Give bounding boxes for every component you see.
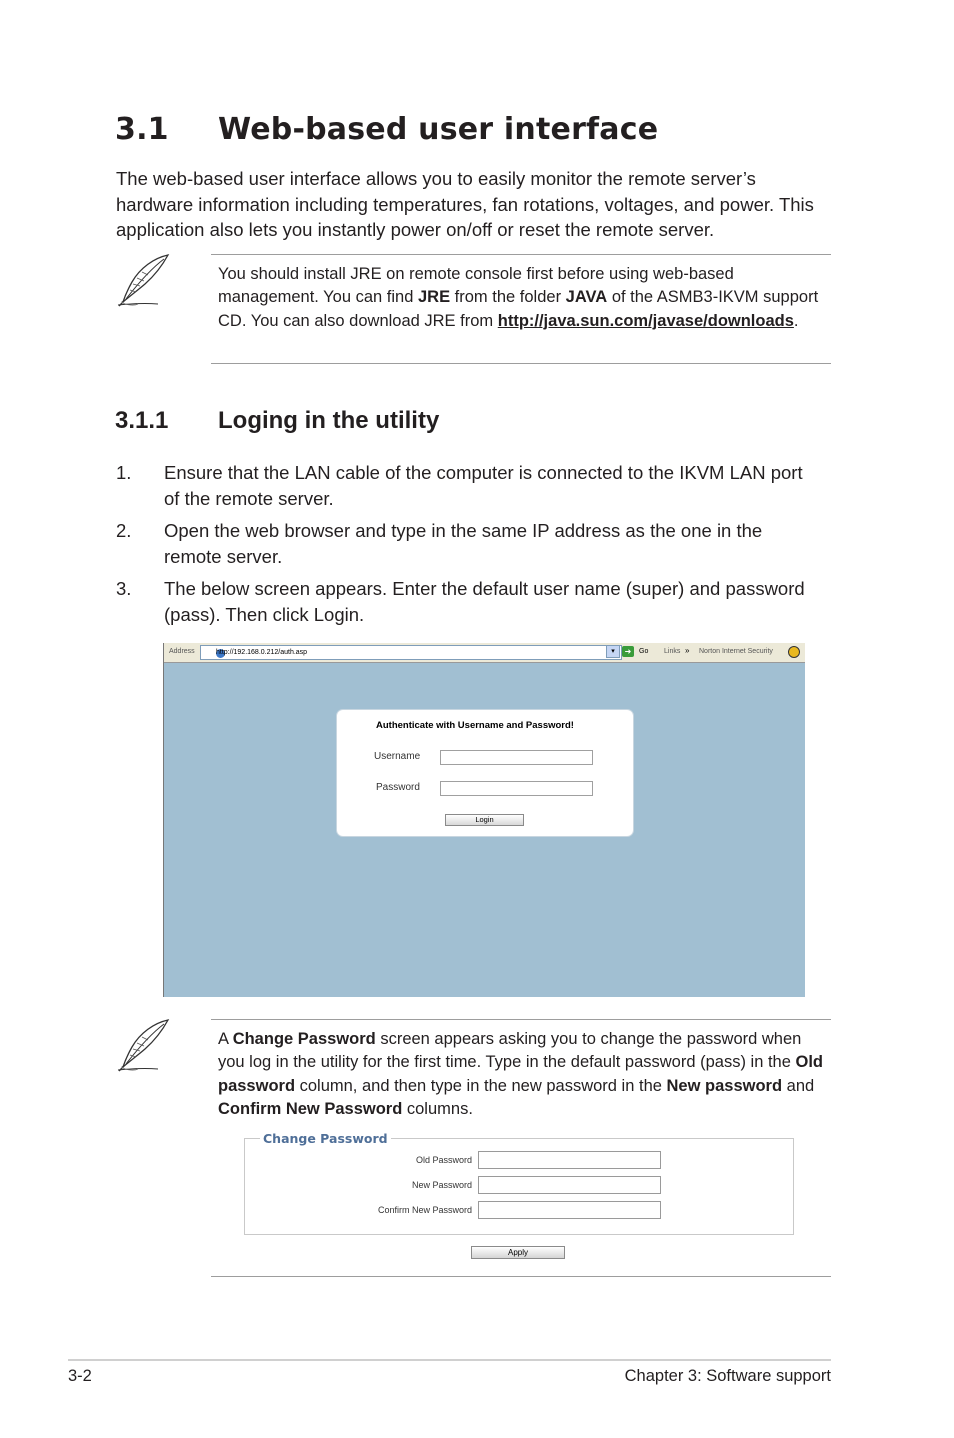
norton-icon[interactable]: [788, 646, 800, 658]
note-bottom-rule: [211, 1276, 831, 1277]
new-password-input[interactable]: [478, 1176, 661, 1194]
note-top-rule: [211, 254, 831, 255]
step-number: 1.: [116, 462, 132, 483]
note-text: .: [793, 311, 799, 330]
list-item: [116, 576, 816, 627]
subsection-number: 3.1.1: [115, 407, 169, 434]
note-text: screen appears asking you to change the password when you log in the utility for the first time. Type in the default password (pass) in the: [218, 1030, 802, 1072]
go-arrow-icon[interactable]: ➜: [622, 646, 634, 657]
subsection-heading: [115, 407, 439, 435]
old-password-label: Old Password: [415, 1155, 472, 1165]
old-password-input[interactable]: [478, 1151, 661, 1169]
username-input[interactable]: [440, 750, 593, 765]
norton-toolbar[interactable]: Norton Internet Security: [699, 648, 773, 655]
step-number: 2.: [116, 520, 132, 541]
note-bold: New password: [666, 1076, 783, 1095]
login-heading: Authenticate with Username and Password!: [376, 720, 574, 731]
note-text: and: [782, 1076, 815, 1095]
chapter-title: Chapter 3: Software support: [624, 1367, 831, 1385]
toolbar-chevron-icon[interactable]: »: [685, 646, 690, 655]
login-button[interactable]: Login: [445, 814, 524, 826]
step-text: Ensure that the LAN cable of the computer is connected to the IKVM LAN port of the remote server.: [164, 462, 803, 509]
note-text: columns.: [402, 1099, 473, 1118]
change-password-legend: Change Password: [260, 1131, 391, 1146]
address-label: Address: [169, 648, 195, 655]
go-button[interactable]: Go: [639, 648, 649, 655]
step-text: The below screen appears. Enter the default user name (super) and password (pass). Then click Login.: [164, 578, 805, 625]
note-text: A: [218, 1030, 233, 1048]
login-dialog: [337, 710, 633, 836]
intro-paragraph: The web-based user interface allows you to easily monitor the remote server’s hardware information including temperatures, fan rotations, voltages, and power. This application also lets you instantly power on/off or reset the remote server.: [116, 168, 814, 240]
jre-download-link[interactable]: http://java.sun.com/javase/downloads: [497, 311, 794, 330]
note-bold-java: JAVA: [565, 288, 608, 307]
confirm-password-input[interactable]: [478, 1201, 661, 1219]
feather-pen-icon: [114, 1017, 172, 1073]
steps-list: [116, 460, 816, 634]
step-number: 3.: [116, 578, 132, 599]
password-label: Password: [376, 782, 420, 793]
footer-rule: [68, 1359, 831, 1361]
links-toolbar[interactable]: Links: [664, 648, 681, 655]
password-input[interactable]: [440, 781, 593, 796]
note-text: You should install JRE on remote console first before using web-based management. You can find: [218, 265, 734, 307]
section-heading: [115, 112, 658, 147]
note-bold: Old password: [218, 1053, 823, 1095]
note-bottom-rule: [211, 363, 831, 364]
feather-pen-icon: [114, 252, 172, 308]
address-bar: [164, 643, 805, 663]
address-url: http://192.168.0.212/auth.asp: [216, 649, 308, 656]
login-screenshot: [163, 643, 805, 997]
list-item: [116, 460, 816, 511]
subsection-title: Loging in the utility: [218, 407, 440, 434]
note-bold: Change Password: [232, 1030, 376, 1048]
apply-button[interactable]: Apply: [471, 1246, 565, 1259]
note-install-jre: [218, 263, 828, 333]
new-password-label: New Password: [411, 1180, 472, 1190]
chevron-down-icon[interactable]: ▾: [606, 645, 620, 658]
note-bold: Confirm New Password: [218, 1099, 403, 1118]
username-label: Username: [374, 751, 421, 762]
note-change-password: [218, 1028, 828, 1121]
note-top-rule: [211, 1019, 831, 1020]
page-number: 3-2: [68, 1367, 92, 1385]
note-text: from the folder: [450, 288, 566, 307]
note-bold-jre: JRE: [417, 288, 451, 307]
confirm-password-label: Confirm New Password: [377, 1205, 472, 1215]
note-text: of the ASMB3-IKVM support CD. You can also download JRE from: [218, 288, 819, 330]
section-number: 3.1: [115, 112, 169, 147]
step-text: Open the web browser and type in the same IP address as the one in the remote server.: [164, 520, 763, 567]
note-text: column, and then type in the new password in the: [295, 1076, 667, 1095]
list-item: [116, 518, 816, 569]
address-input[interactable]: [200, 645, 622, 660]
section-title: Web-based user interface: [218, 112, 659, 147]
